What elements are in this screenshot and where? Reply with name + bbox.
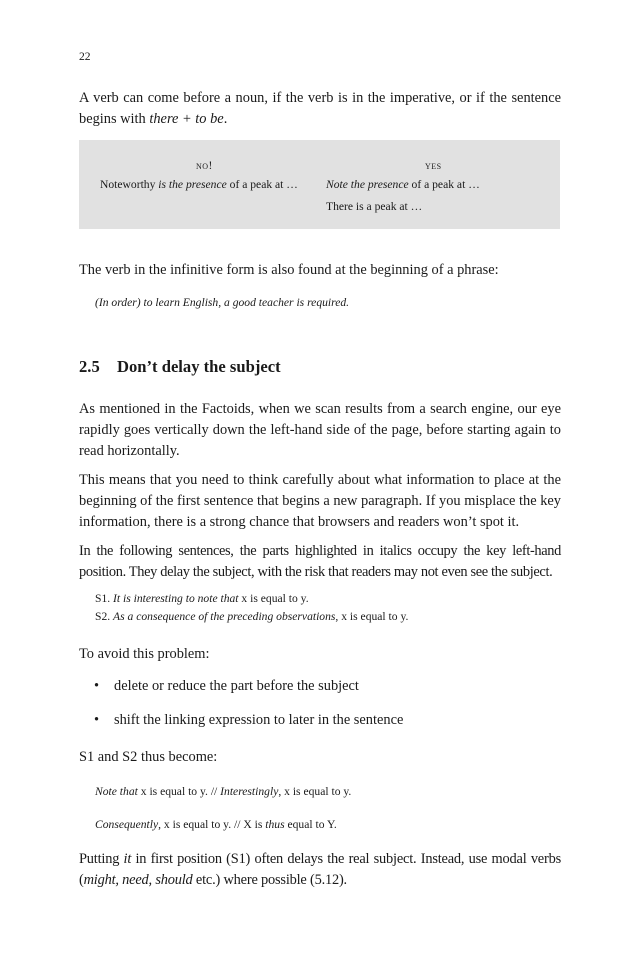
bullet-item (94, 712, 403, 729)
no-example-post: of a peak at … (226, 178, 298, 191)
paragraph-misplace: This means that you need to think carefully about what information to place at the beginning of the first sentence that begins a new paragraph. If you misplace the key information, there is a strong chance that browsers and readers won’t spot it. (79, 472, 561, 530)
rewrite-2-post: equal to Y. (284, 818, 337, 831)
page-number: 22 (79, 50, 91, 63)
paragraph-factoids: As mentioned in the Factoids, when we scan results from a search engine, our eye rapidly goes vertically down the left-hand side of the page, before starting again to read horizontally. (79, 401, 561, 459)
para1-italic: there + to be (149, 111, 224, 127)
bullet-item (94, 678, 359, 695)
rewrite-2-italic2: thus (265, 818, 285, 831)
para8-italic1: it (123, 851, 132, 867)
para8-mid: in first position (S1) often delays the real subject. Instead, use modal verbs ( (79, 851, 561, 888)
s2-post: , x is equal to y. (335, 610, 409, 623)
s1-post: x is equal to y. (238, 592, 309, 605)
example-s1 (95, 591, 309, 607)
paragraph-verb-before-noun (79, 88, 561, 130)
para8-post: etc.) where possible (5.12). (192, 872, 347, 888)
yes-example-1-italic: Note the presence (326, 178, 409, 191)
section-number: 2.5 (79, 357, 100, 376)
paragraph-avoid-problem: To avoid this problem: (79, 646, 210, 662)
rewrite-1-italic2: Interestingly (220, 785, 279, 798)
paragraph-become: S1 and S2 thus become: (79, 749, 218, 765)
rewrite-example-2 (95, 817, 337, 833)
bullet-dot: • (94, 712, 100, 728)
bullet-text: shift the linking expression to later in the sentence (114, 712, 404, 728)
example-infinitive-text: (In order) to learn English, a good teacher is required. (95, 296, 350, 309)
para1-text: A verb can come before a noun, if the verb is in the imperative, or if the sentence begins with (79, 90, 561, 127)
paragraph-infinitive: The verb in the infinitive form is also found at the beginning of a phrase: (79, 262, 499, 278)
rewrite-1-italic1: Note that (95, 785, 138, 798)
rewrite-1-mid: x is equal to y. // (137, 785, 221, 798)
rewrite-example-1 (95, 784, 351, 800)
s1-label: S1. (95, 592, 114, 605)
bullet-text: delete or reduce the part before the subject (114, 678, 359, 694)
rewrite-1-post: , x is equal to y. (278, 785, 352, 798)
paragraph-putting-it (79, 849, 561, 891)
paragraph-following-sentences: In the following sentences, the parts highlighted in italics occupy the key left-hand position. They delay the subject, with the risk that readers may not even see the subject. (79, 543, 561, 580)
no-example-pre: Noteworthy (100, 178, 159, 191)
no-example-italic: is the presence (158, 178, 227, 191)
section-title: Don’t delay the subject (117, 357, 281, 376)
section-heading (79, 357, 281, 377)
para8-italic2: might, need, should (83, 872, 193, 888)
example-infinitive (95, 295, 349, 311)
no-label: no! (196, 159, 213, 172)
s2-italic: As a consequence of the preceding observations (113, 610, 336, 623)
no-example (100, 177, 298, 193)
rewrite-2-italic1: Consequently (95, 818, 159, 831)
s2-label: S2. (95, 610, 114, 623)
bullet-dot: • (94, 678, 100, 694)
yes-example-1-post: of a peak at … (408, 178, 480, 191)
yes-example-1 (326, 177, 480, 193)
para1-end: . (223, 111, 228, 127)
example-s2 (95, 609, 408, 625)
s1-italic: It is interesting to note that (113, 592, 239, 605)
para8-pre: Putting (79, 851, 124, 867)
yes-label: yes (425, 159, 442, 172)
rewrite-2-mid: , x is equal to y. // X is (158, 818, 266, 831)
yes-example-2: There is a peak at … (326, 200, 423, 213)
